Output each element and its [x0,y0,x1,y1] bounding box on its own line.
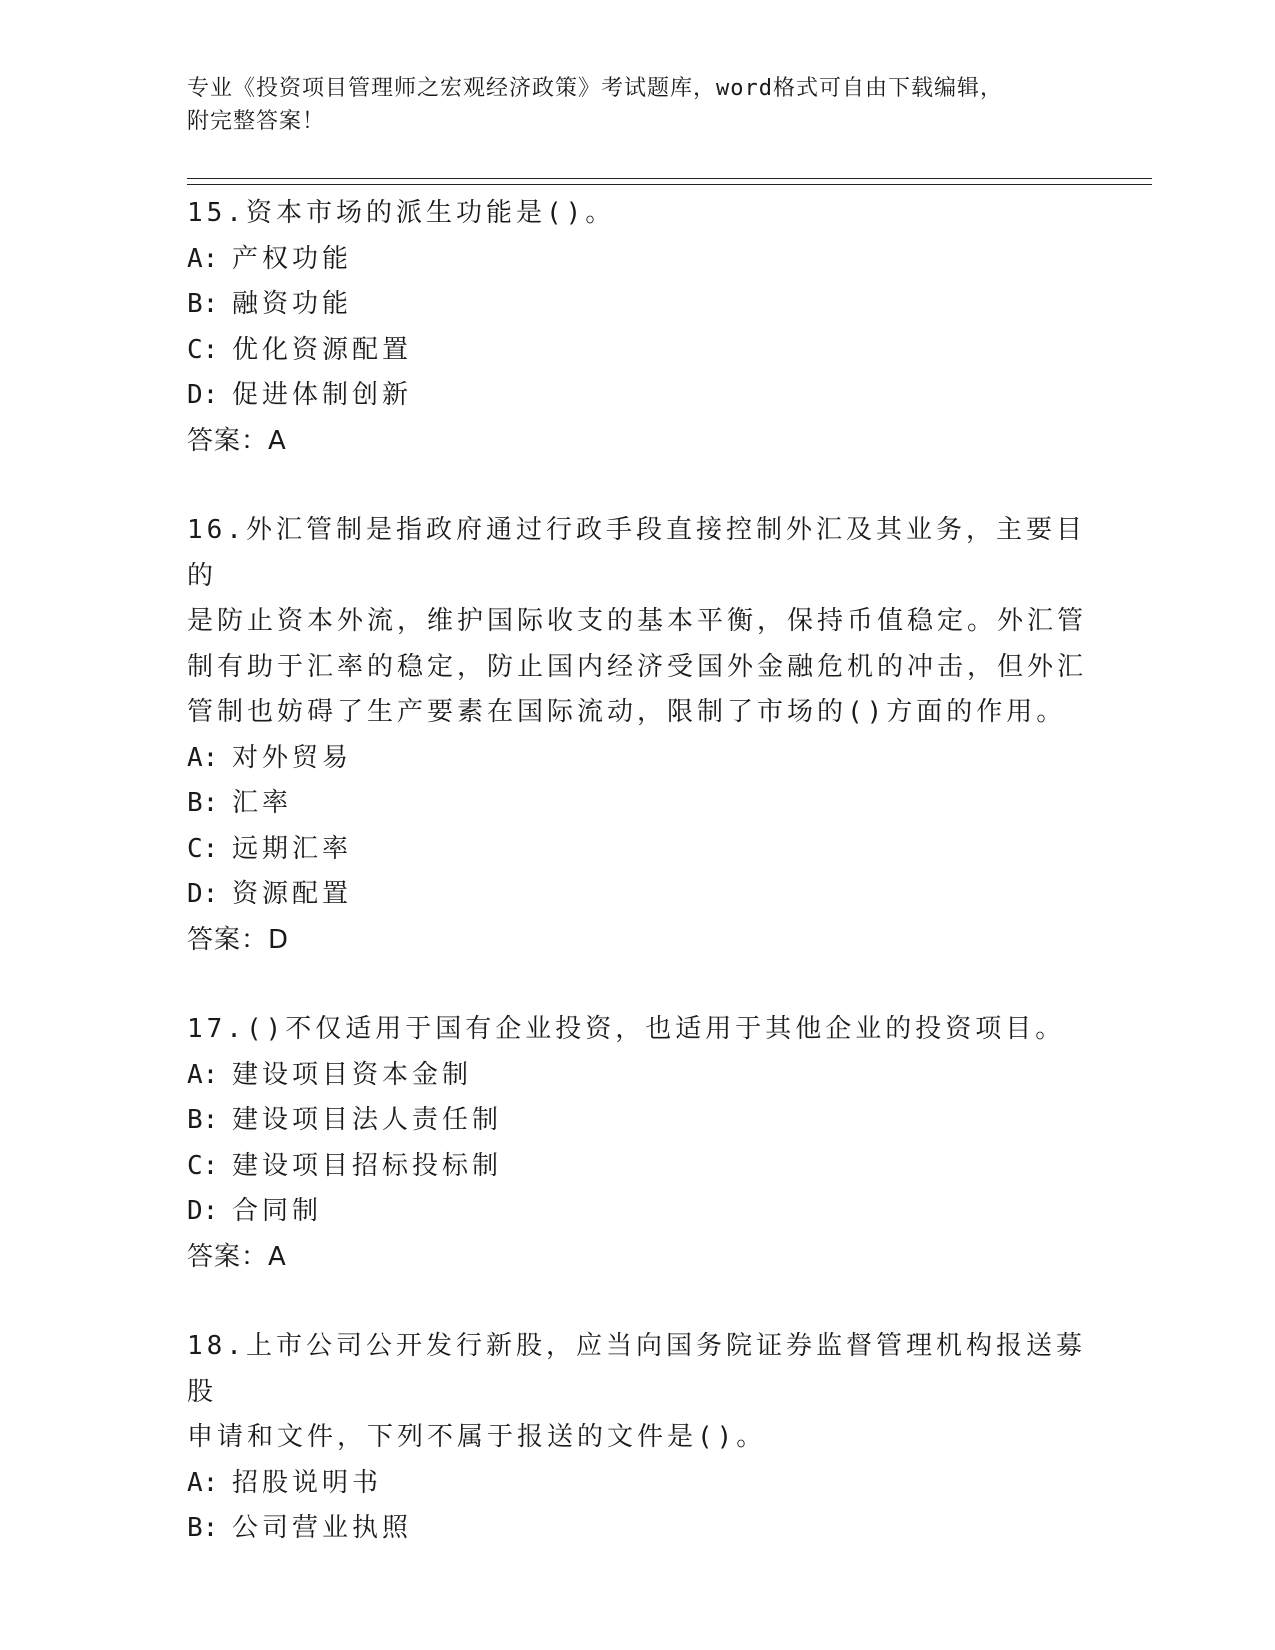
option-text: 优化资源配置 [232,334,413,365]
question-16 [187,508,1087,963]
option-a [187,237,1087,283]
question-stem: 17.()不仅适用于国有企业投资，也适用于其他企业的投资项目。 [187,1014,1066,1044]
question-stem-line-2: 申请和文件，下列不属于报送的文件是()。 [187,1422,767,1452]
question-18 [187,1324,1087,1552]
option-letter: D: [187,380,219,410]
header-rule-top [187,178,1152,179]
option-text: 汇率 [232,788,293,818]
option-letter: B: [187,289,219,319]
option-b [187,1098,1087,1144]
question-stem-line-2: 是防止资本外流，维护国际收支的基本平衡，保持币值稳定。外汇管 [187,606,1088,636]
question-stem-line-1: 18.上市公司公开发行新股，应当向国务院证券监督管理机构报送募股 [187,1331,1086,1407]
option-c [187,1144,1087,1190]
option-letter: B: [187,1513,219,1543]
option-a [187,1053,1087,1099]
answer-line: 答案：D [187,924,290,955]
option-letter: D: [187,879,219,909]
option-a [187,736,1087,782]
answer-line: 答案：A [187,425,287,456]
option-d [187,872,1087,918]
question-stem-line-1: 16.外汇管制是指政府通过行政手段直接控制外汇及其业务，主要目的 [187,515,1086,591]
option-letter: C: [187,1150,219,1181]
option-letter: C: [187,833,219,864]
option-letter: B: [187,1105,219,1135]
option-c [187,827,1087,873]
question-list [187,191,1087,1596]
header-line-2: 附完整答案！ [187,109,326,134]
header-line-1: 专业《投资项目管理师之宏观经济政策》考试题库，word格式可自由下载编辑， [187,76,1003,101]
option-b [187,282,1087,328]
question-stem: 15.资本市场的派生功能是()。 [187,198,616,228]
option-text: 远期汇率 [232,833,353,864]
option-a [187,1461,1087,1507]
option-letter: A: [187,243,219,274]
option-text: 融资功能 [232,289,353,319]
option-letter: A: [187,1467,219,1498]
answer-line: 答案：A [187,1241,287,1272]
option-text: 资源配置 [232,879,353,909]
question-17 [187,1007,1087,1280]
option-b [187,1506,1087,1552]
option-text: 建设项目法人责任制 [232,1105,503,1135]
question-stem-line-4: 管制也妨碍了生产要素在国际流动，限制了市场的()方面的作用。 [187,697,1067,727]
question-stem-line-3: 制有助于汇率的稳定，防止国内经济受国外金融危机的冲击，但外汇 [187,651,1088,682]
header-rule-bottom [187,184,1152,185]
option-text: 建设项目资本金制 [232,1059,473,1090]
option-b [187,781,1087,827]
option-letter: C: [187,334,219,365]
option-letter: A: [187,1059,219,1090]
option-text: 公司营业执照 [232,1513,413,1543]
option-text: 合同制 [232,1196,323,1226]
option-letter: B: [187,788,219,818]
document-header [187,72,1087,138]
option-c [187,328,1087,374]
option-text: 产权功能 [232,243,353,274]
option-text: 建设项目招标投标制 [232,1150,503,1181]
option-text: 对外贸易 [232,742,353,773]
option-d [187,373,1087,419]
option-letter: D: [187,1196,219,1226]
question-15 [187,191,1087,464]
option-d [187,1189,1087,1235]
option-text: 招股说明书 [232,1467,383,1498]
option-letter: A: [187,742,219,773]
option-text: 促进体制创新 [232,380,413,410]
